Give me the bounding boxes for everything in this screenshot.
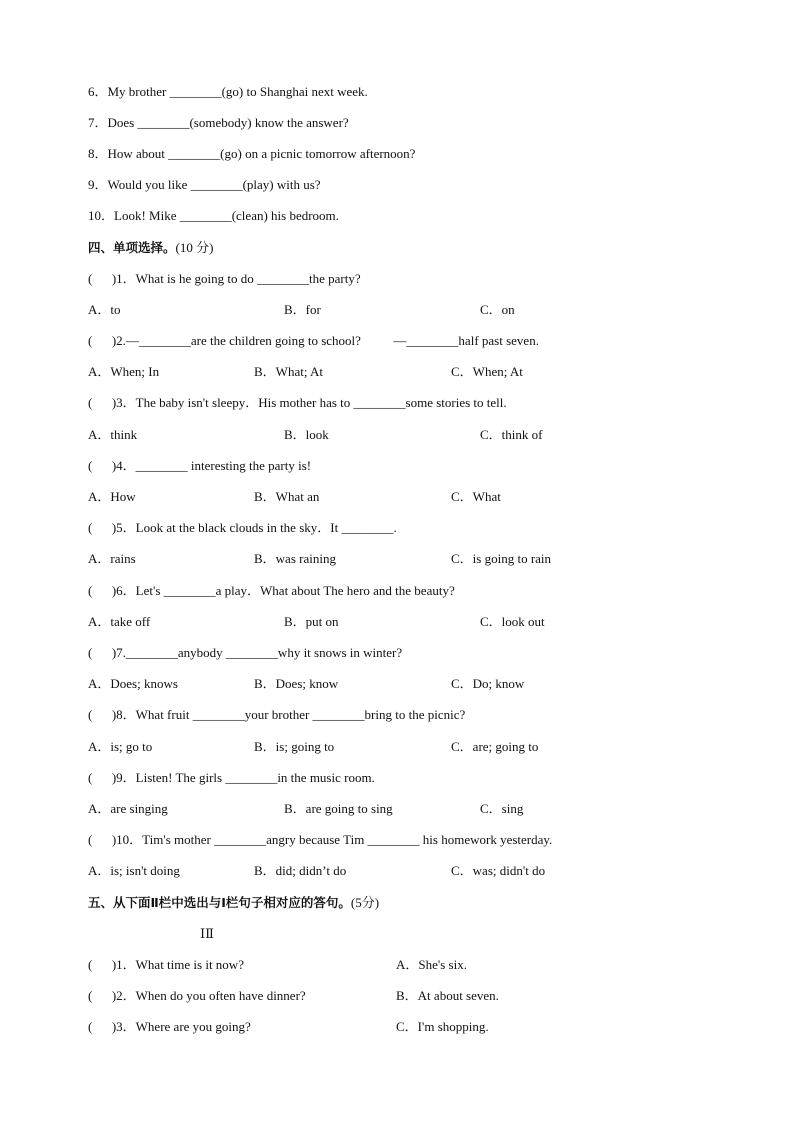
fill-blank-item-8: 8．How about ________(go) on a picnic tomorrow afternoon? <box>88 146 416 161</box>
mc-option-10c: C．was; didn't do <box>451 863 546 878</box>
mc-option-8a: A．is; go to <box>88 739 153 754</box>
mc-question-7: ( )7.________anybody ________why it snows in winter? <box>88 645 403 660</box>
mc-option-2a: A．When; In <box>88 364 160 379</box>
mc-option-5b: B．was raining <box>254 551 336 566</box>
mc-option-4a: A．How <box>88 489 136 504</box>
mc-question-5: ( )5．Look at the black clouds in the sky．It ________. <box>88 520 397 535</box>
match-question-2: ( )2．When do you often have dinner? <box>88 988 306 1003</box>
match-question-3: ( )3．Where are you going? <box>88 1019 251 1034</box>
mc-question-6: ( )6．Let's ________a play．What about The hero and the beauty? <box>88 583 455 598</box>
section-heading-4 <box>88 240 213 256</box>
mc-option-10a: A．is; isn't doing <box>88 863 180 878</box>
match-answer-a: A．She's six. <box>396 957 467 972</box>
mc-option-7c: C．Do; know <box>451 676 525 691</box>
mc-option-2c: C．When; At <box>451 364 523 379</box>
mc-option-8c: C．are; going to <box>451 739 539 754</box>
mc-option-2b: B．What; At <box>254 364 323 379</box>
mc-question-10: ( )10．Tim's mother ________angry because Tim ________ his homework yesterday. <box>88 832 553 847</box>
mc-option-6b: B．put on <box>284 614 339 629</box>
match-answer-b: B．At about seven. <box>396 988 499 1003</box>
mc-option-3a: A．think <box>88 427 138 442</box>
mc-option-4c: C．What <box>451 489 501 504</box>
mc-question-8: ( )8．What fruit ________your brother ________bring to the picnic? <box>88 707 466 722</box>
fill-blank-item-6: 6．My brother ________(go) to Shanghai next week. <box>88 84 368 99</box>
mc-option-3b: B．look <box>284 427 329 442</box>
mc-option-8b: B．is; going to <box>254 739 335 754</box>
mc-question-1: ( )1．What is he going to do ________the party? <box>88 271 361 286</box>
section-heading-5 <box>88 895 379 911</box>
mc-option-5a: A．rains <box>88 551 136 566</box>
mc-option-7b: B．Does; know <box>254 676 339 691</box>
section-4-title: 四、单项选择。 <box>88 240 176 255</box>
mc-option-9b: B．are going to sing <box>284 801 393 816</box>
mc-option-6c: C．look out <box>480 614 545 629</box>
mc-option-9a: A．are singing <box>88 801 168 816</box>
mc-option-1b: B．for <box>284 302 321 317</box>
mc-option-7a: A．Does; knows <box>88 676 178 691</box>
match-question-1: ( )1．What time is it now? <box>88 957 244 972</box>
mc-option-4b: B．What an <box>254 489 320 504</box>
mc-option-5c: C．is going to rain <box>451 551 552 566</box>
fill-blank-item-9: 9．Would you like ________(play) with us? <box>88 177 321 192</box>
mc-option-6a: A．take off <box>88 614 151 629</box>
fill-blank-item-10: 10．Look! Mike ________(clean) his bedroom. <box>88 208 339 223</box>
column-labels: ⅠⅡ <box>200 926 214 941</box>
match-answer-c: C．I'm shopping. <box>396 1019 489 1034</box>
mc-question-3: ( )3．The baby isn't sleepy．His mother has to ________some stories to tell. <box>88 395 507 410</box>
section-5-score: (5分) <box>350 895 380 910</box>
section-5-title: 五、从下面Ⅱ栏中选出与Ⅰ栏句子相对应的答句。 <box>88 895 351 910</box>
mc-option-1c: C．on <box>480 302 515 317</box>
mc-question-4: ( )4．________ interesting the party is! <box>88 458 312 473</box>
fill-blank-item-7: 7．Does ________(somebody) know the answer? <box>88 115 349 130</box>
mc-option-3c: C．think of <box>480 427 543 442</box>
mc-question-9: ( )9．Listen! The girls ________in the music room. <box>88 770 375 785</box>
mc-option-1a: A．to <box>88 302 121 317</box>
section-4-score: (10 分) <box>175 240 214 255</box>
mc-option-10b: B．did; didn’t do <box>254 863 347 878</box>
mc-question-2: ( )2.—________are the children going to school? —________half past seven. <box>88 333 539 348</box>
mc-option-9c: C．sing <box>480 801 524 816</box>
